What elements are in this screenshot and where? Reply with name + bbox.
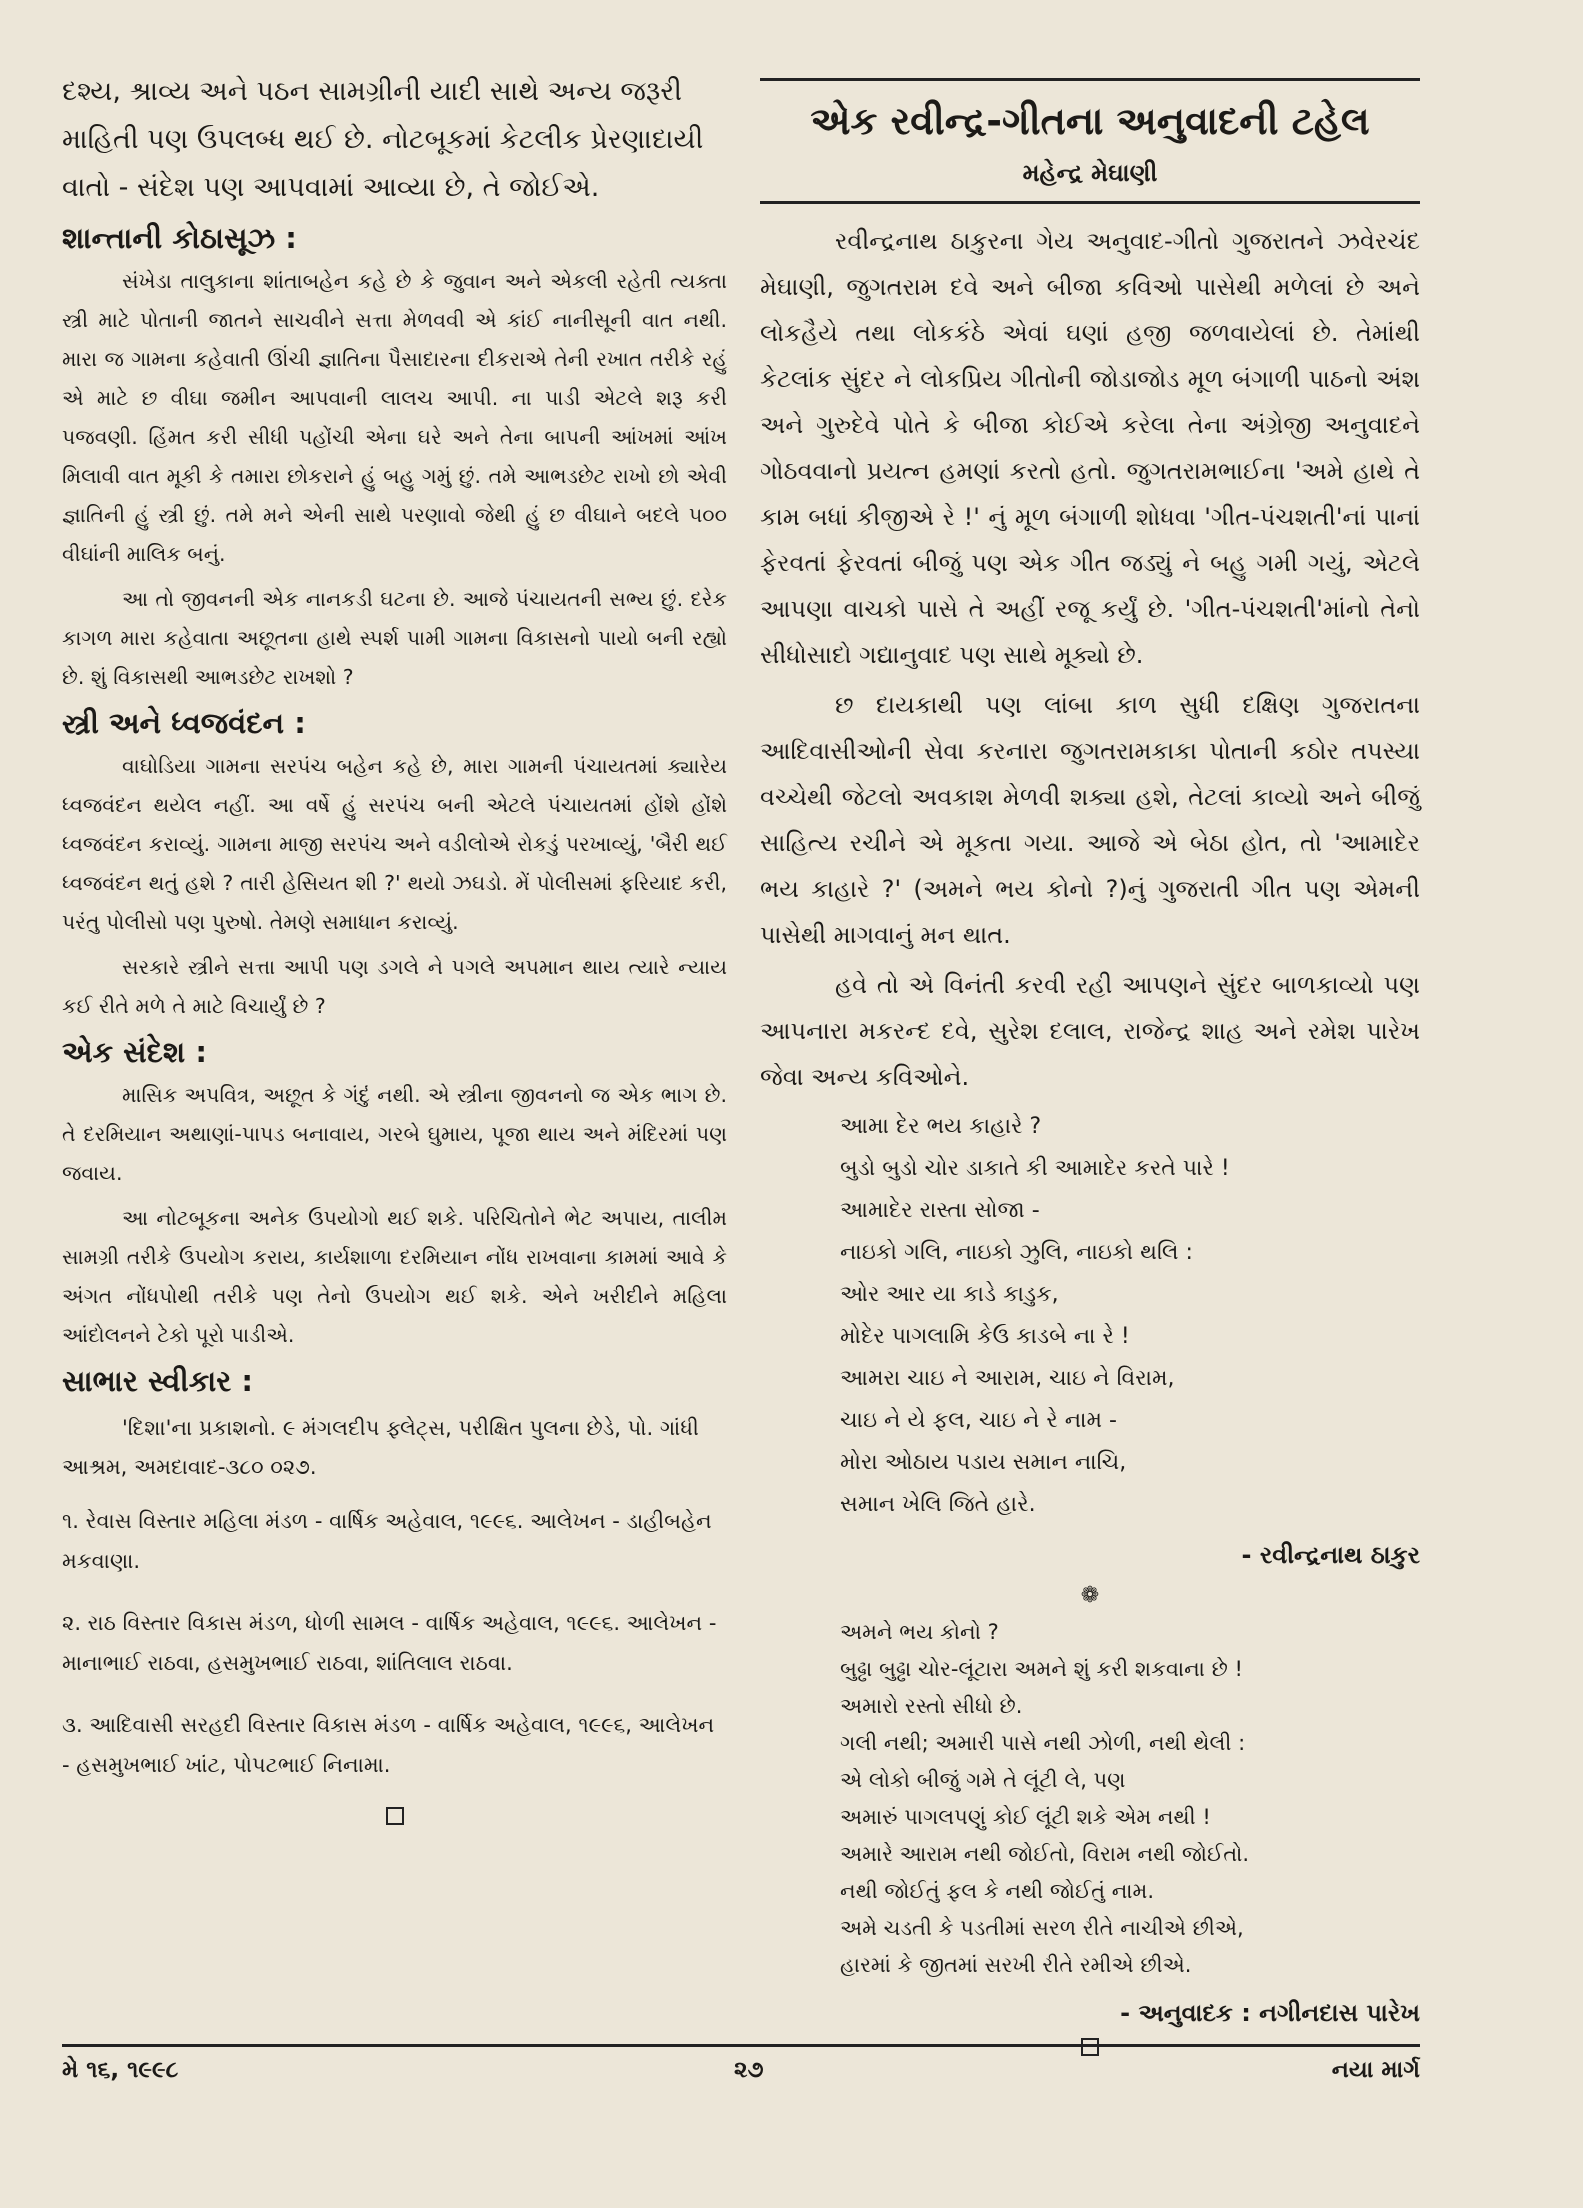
article-header	[760, 78, 1420, 204]
poem-line: ઓર આર યા કાડે કાડુક,	[840, 1282, 1059, 1307]
poem-line: અમારું પાગલપણું કોઈ લૂંટી શકે એમ નથી !	[840, 1805, 1211, 1829]
poem-line: આમા દેર ભય કાહારે ?	[840, 1114, 1042, 1139]
translator-credit: - અનુવાદક : નગીનદાસ પારેખ	[1120, 1999, 1420, 2027]
end-mark-icon	[386, 1807, 404, 1825]
section-paragraph: વાઘોડિયા ગામના સરપંચ બહેન કહે છે, મારા ગામની પંચાયતમાં ક્યારેય ધ્વજવંદન થયેલ નહીં. આ વર્ષે હું સરપંચ બની એટલે પંચાયતમાં હોંશે હોંશે ધ્વજવંદન કરાવ્યું. ગામના માજી સરપંચ અને વડીલોએ રોકડું પરખાવ્યું, 'બૈરી થઈ ધ્વજવંદન થતું હશે ? તારી હેસિયત શી ?' થયો ઝઘડો. મેં પોલીસમાં ફરિયાદ કરી, પરંતુ પોલીસો પણ પુરુષો. તેમણે સમાધાન કરાવ્યું.	[62, 754, 727, 934]
section-paragraph: સરકારે સ્ત્રીને સત્તા આપી પણ ડગલે ને પગલે અપમાન થાય ત્યારે ન્યાય કઈ રીતે મળે તે માટે વિચાર્યું છે ?	[62, 955, 727, 1018]
poem-line: નથી જોઈતું ફલ કે નથી જોઈતું નામ.	[840, 1879, 1155, 1903]
magazine-name: નયા માર્ગ	[1331, 2057, 1420, 2083]
right-column	[760, 78, 1420, 2056]
intro-paragraph	[62, 68, 727, 212]
flower-ornament-icon: ❁	[1080, 1583, 1100, 1608]
section-paragraph: સંખેડા તાલુકાના શાંતાબહેન કહે છે કે જુવાન અને એકલી રહેતી ત્યક્તા સ્ત્રી માટે પોતાની જાતને સાચવીને સત્તા મેળવવી એ કાંઈ નાનીસૂની વાત નથી. મારા જ ગામના કહેવાતી ઊંચી જ્ઞાતિના પૈસાદારના દીકરાએ તેની રખાત તરીકે રહું એ માટે છ વીઘા જમીન આપવાની લાલચ આપી. ના પાડી એટલે શરૂ કરી પજવણી. હિંમત કરી સીધી પહોંચી એના ઘરે અને તેના બાપની આંખમાં આંખ મિલાવી વાત મૂકી કે તમારા છોકરાને હું બહુ ગમું છું. તમે આભડછેટ રાખો છો એવી જ્ઞાતિની હું સ્ત્રી છું. તમે મને એની સાથે પરણાવો જેથી હું છ વીઘાને બદલે ૫૦૦ વીઘાંની માલિક બનું.	[62, 269, 727, 566]
poem-line: મોરા ઓઠાય પડાય સમાન નાચિ,	[840, 1450, 1127, 1475]
poem-line: ગલી નથી; અમારી પાસે નથી ઝોળી, નથી થેલી :	[840, 1731, 1246, 1755]
poem-line: હારમાં કે જીતમાં સરખી રીતે રમીએ છીએ.	[840, 1953, 1192, 1977]
left-column	[62, 68, 727, 1825]
poem-line: મોદેર પાગલામિ કેઉ કાડબે ના રે !	[840, 1324, 1130, 1349]
page-number: ૨૭	[734, 2057, 764, 2083]
poem-line: એ લોકો બીજું ગમે તે લૂંટી લે, પણ	[840, 1768, 1126, 1792]
section-acknowledgement	[62, 1361, 727, 1825]
poem-line: નાઇકો ગલિ, નાઇકો ઝુલિ, નાઇકો થલિ :	[840, 1240, 1193, 1265]
poem-credit: - રવીન્દ્રનાથ ઠાકુર	[1241, 1541, 1420, 1569]
section-paragraph: માસિક અપવિત્ર, અછૂત કે ગંદું નથી. એ સ્ત્રીના જીવનનો જ એક ભાગ છે. તે દરમિયાન અથાણાં-પાપડ બનાવાય, ગરબે ઘુમાય, પૂજા થાય અને મંદિરમાં પણ જવાય.	[62, 1083, 727, 1185]
poem-gujarati	[840, 1614, 1420, 1984]
end-mark-icon	[1081, 2038, 1099, 2056]
poem-line: આમરા ચાઇ ને આરામ, ચાઇ ને વિરામ,	[840, 1366, 1175, 1391]
page-footer	[62, 2044, 1420, 2083]
intro-line: માહિતી પણ ઉપલબ્ધ થઈ છે. નોટબૂકમાં કેટલીક પ્રેરણાદાયી	[62, 124, 704, 155]
article-title: એક રવીન્દ્ર-ગીતના અનુવાદની ટહેલ	[810, 99, 1370, 143]
section-paragraph: આ નોટબૂકના અનેક ઉપયોગો થઈ શકે. પરિચિતોને ભેટ અપાય, તાલીમ સામગ્રી તરીકે ઉપયોગ કરાય, કાર્યશાળા દરમિયાન નોંધ રાખવાના કામમાં આવે કે અંગત નોંધપોથી તરીકે પણ તેનો ઉપયોગ થઈ શકે. એને ખરીદીને મહિલા આંદોલનને ટેકો પૂરો પાડીએ.	[62, 1206, 727, 1347]
section-flag-hoisting	[62, 703, 727, 1026]
poem-line: અમને ભય કોનો ?	[840, 1620, 999, 1644]
poem-line: ચાઇ ને યે ફલ, ચાઇ ને રે નામ -	[840, 1408, 1117, 1433]
ack-item: ૧. રેવાસ વિસ્તાર મહિલા મંડળ - વાર્ષિક અહેવાલ, ૧૯૯૬. આલેખન - ડાહીબહેન મકવાણા.	[62, 1509, 712, 1573]
poem-line: આમાદેર રાસ્તા સોજા -	[840, 1198, 1040, 1223]
poem-line: અમે ચડતી કે પડતીમાં સરળ રીતે નાચીએ છીએ,	[840, 1916, 1244, 1940]
ack-item: ૩. આદિવાસી સરહદી વિસ્તાર વિકાસ મંડળ - વાર્ષિક અહેવાલ, ૧૯૯૬, આલેખન - હસમુખભાઈ ખાંટ, પોપટભાઈ નિનામા.	[62, 1713, 715, 1777]
article-author: મહેન્દ્ર મેઘાણી	[1022, 159, 1158, 187]
poem-line: બુઢ્ઢા બુઢ્ઢા ચોર-લૂંટારા અમને શું કરી શકવાના છે !	[840, 1657, 1243, 1681]
section-message	[62, 1032, 727, 1355]
section-heading: એક સંદેશ :	[62, 1035, 207, 1069]
intro-line: વાતો - સંદેશ પણ આપવામાં આવ્યા છે, તે જોઈએ.	[62, 172, 600, 203]
ack-intro: 'દિશા'ના પ્રકાશનો. ૯ મંગલદીપ ફ્લેટ્સ, પરીક્ષિત પુલના છેડે, પો. ગાંધી આશ્રમ, અમદાવાદ-૩૮૦ ૦૨૭.	[62, 1416, 699, 1479]
article-paragraph: છ દાયકાથી પણ લાંબા કાળ સુધી દક્ષિણ ગુજરાતના આદિવાસીઓની સેવા કરનારા જુગતરામકાકા પોતાની કઠોર તપસ્યા વચ્ચેથી જેટલો અવકાશ મેળવી શક્યા હશે, તેટલાં કાવ્યો અને બીજું સાહિત્ય રચીને એ મૂકતા ગયા. આજે એ બેઠા હોત, તો 'આમાદેર ભય કાહારે ?' (અમને ભય કોનો ?)નું ગુજરાતી ગીત પણ એમની પાસેથી માગવાનું મન થાત.	[760, 691, 1420, 949]
article-paragraph: રવીન્દ્રનાથ ઠાકુરના ગેય અનુવાદ-ગીતો ગુજરાતને ઝવેરચંદ મેઘાણી, જુગતરામ દવે અને બીજા કવિઓ પાસેથી મળેલાં છે અને લોકહૈયે તથા લોકકંઠે એવાં ઘણાં હજી જળવાયેલાં છે. તેમાંથી કેટલાંક સુંદર ને લોકપ્રિય ગીતોની જોડાજોડ મૂળ બંગાળી પાઠનો અંશ અને ગુરુદેવે પોતે કે બીજા કોઈએ કરેલા તેના અંગ્રેજી અનુવાદને ગોઠવવાનો પ્રયત્ન હમણાં કરતો હતો. જુગતરામભાઈના 'અમે હાથે તે કામ બધાં કીજીએ રે !' નું મૂળ બંગાળી શોધવા 'ગીત-પંચશતી'નાં પાનાં ફેરવતાં ફેરવતાં બીજું પણ એક ગીત જડ્યું ને બહુ ગમી ગયું, એટલે આપણા વાચકો પાસે તે અહીં રજૂ કર્યું છે. 'ગીત-પંચશતી'માંનો તેનો સીધોસાદો ગદ્યાનુવાદ પણ સાથે મૂક્યો છે.	[760, 227, 1420, 669]
intro-line: દશ્ય, શ્રાવ્ય અને પઠન સામગ્રીની યાદી સાથે અન્ય જરૂરી	[62, 76, 682, 107]
ack-item: ૨. રાઠ વિસ્તાર વિકાસ મંડળ, ધોળી સામલ - વાર્ષિક અહેવાલ, ૧૯૯૬. આલેખન - માનાભાઈ રાઠવા, હસમુખભાઈ રાઠવા, શાંતિલાલ રાઠવા.	[62, 1611, 717, 1675]
poem-bengali	[840, 1106, 1420, 1526]
poem-line: અમારે આરામ નથી જોઈતો, વિરામ નથી જોઈતો.	[840, 1842, 1250, 1866]
poem-line: સમાન ખેલિ જિતે હારે.	[840, 1492, 1036, 1517]
footer-date: મે ૧૬, ૧૯૯૮	[62, 2057, 179, 2083]
section-heading: સ્ત્રી અને ધ્વજવંદન :	[62, 706, 306, 740]
section-paragraph: આ તો જીવનની એક નાનકડી ઘટના છે. આજે પંચાયતની સભ્ય છું. દરેક કાગળ મારા કહેવાતા અછૂતના હાથે સ્પર્શ પામી ગામના વિકાસનો પાયો બની રહ્યો છે. શું વિકાસથી આભડછેટ રાખશો ?	[62, 587, 727, 689]
section-shanta	[62, 218, 727, 697]
poem-line: બુડો બુડો ચોર ડાકાતે કી આમાદેર કરતે પારે !	[840, 1156, 1230, 1181]
poem-line: અમારો રસ્તો સીધો છે.	[840, 1694, 1023, 1718]
article-paragraph: હવે તો એ વિનંતી કરવી રહી આપણને સુંદર બાળકાવ્યો પણ આપનારા મકરન્દ દવે, સુરેશ દલાલ, રાજેન્દ્ર શાહ અને રમેશ પારેખ જેવા અન્ય કવિઓને.	[760, 971, 1420, 1091]
section-heading: શાન્તાની કોઠાસૂઝ :	[62, 221, 297, 255]
section-heading: સાભાર સ્વીકાર :	[62, 1364, 253, 1398]
